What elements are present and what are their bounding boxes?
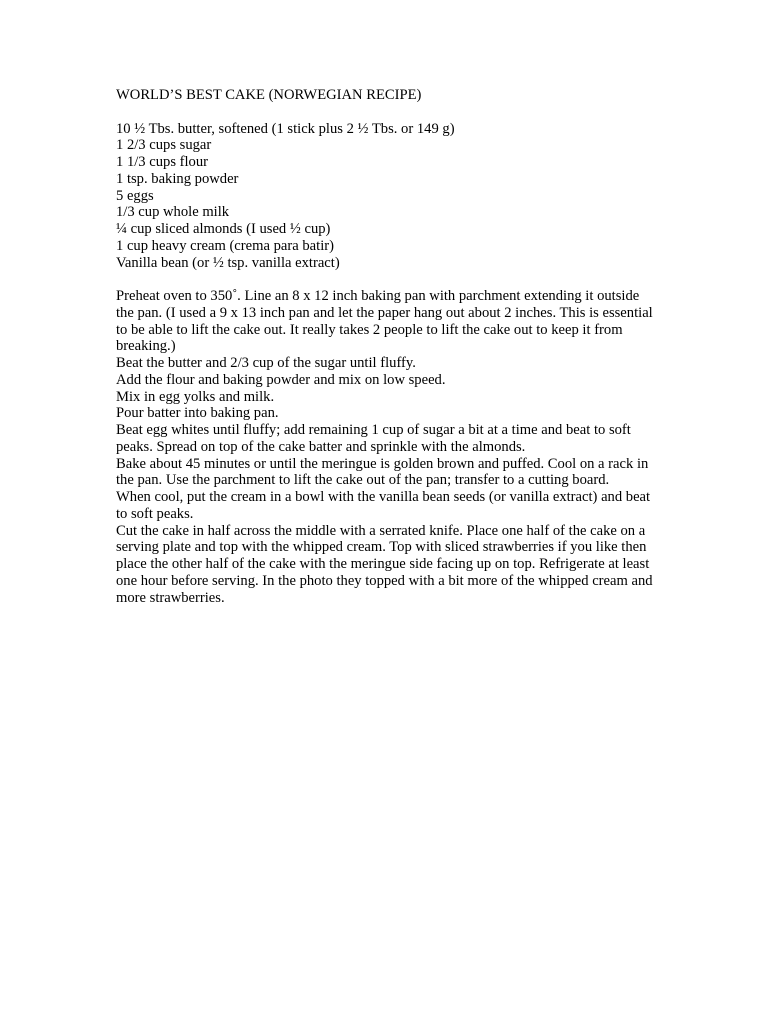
ingredient-item: 1/3 cup whole milk bbox=[116, 204, 230, 221]
instruction-step: Cut the cake in half across the middle with a serrated knife. Place one half of the cake on a serving plate and top with the whipped cream. Top with sliced strawberries if you like then place the other half of the cake with the meringue side facing up on top. Refrigerate at least one hour before serving. In the photo they topped with a bit more of the whipped cream and more strawberries. bbox=[116, 522, 653, 606]
recipe-document bbox=[116, 87, 656, 606]
instruction-step: Preheat oven to 350˚. Line an 8 x 12 inch baking pan with parchment extending it outside the pan. (I used a 9 x 13 inch pan and let the paper hang out about 2 inches. This is essential to be able to lift the cake out. It really takes 2 people to lift the cake out to keep it from breaking.) bbox=[116, 288, 653, 355]
instruction-step: Bake about 45 minutes or until the meringue is golden brown and puffed. Cool on a rack in the pan. Use the parchment to lift the cake out of the pan; transfer to a cutting board. bbox=[116, 455, 649, 489]
ingredient-item: ¼ cup sliced almonds (I used ½ cup) bbox=[116, 221, 331, 237]
instruction-step: Pour batter into baking pan. bbox=[116, 405, 279, 422]
ingredient-item: 1 tsp. baking powder bbox=[116, 170, 239, 187]
instruction-step: Beat the butter and 2/3 cup of the sugar until fluffy. bbox=[116, 355, 416, 371]
instructions-list bbox=[116, 288, 656, 606]
ingredient-item: Vanilla bean (or ½ tsp. vanilla extract) bbox=[116, 254, 340, 271]
instruction-step: When cool, put the cream in a bowl with the vanilla bean seeds (or vanilla extract) and beat to soft peaks. bbox=[116, 489, 651, 522]
instruction-step: Beat egg whites until fluffy; add remaining 1 cup of sugar a bit at a time and beat to soft peaks. Spread on top of the cake batter and sprinkle with the almonds. bbox=[116, 422, 631, 455]
instruction-step: Add the flour and baking powder and mix on low speed. bbox=[116, 371, 446, 388]
ingredient-item: 10 ½ Tbs. butter, softened (1 stick plus 2 ½ Tbs. or 149 g) bbox=[116, 120, 455, 137]
spacer bbox=[116, 104, 656, 121]
ingredient-item: 1 1/3 cups flour bbox=[116, 154, 209, 170]
instruction-step: Mix in egg yolks and milk. bbox=[116, 388, 275, 405]
ingredients-list bbox=[116, 121, 656, 272]
ingredient-item: 1 cup heavy cream (crema para batir) bbox=[116, 237, 334, 254]
spacer bbox=[116, 271, 656, 288]
ingredient-item: 5 eggs bbox=[116, 187, 154, 204]
recipe-title: WORLD’S BEST CAKE (NORWEGIAN RECIPE) bbox=[116, 87, 422, 103]
ingredient-item: 1 2/3 cups sugar bbox=[116, 137, 212, 154]
